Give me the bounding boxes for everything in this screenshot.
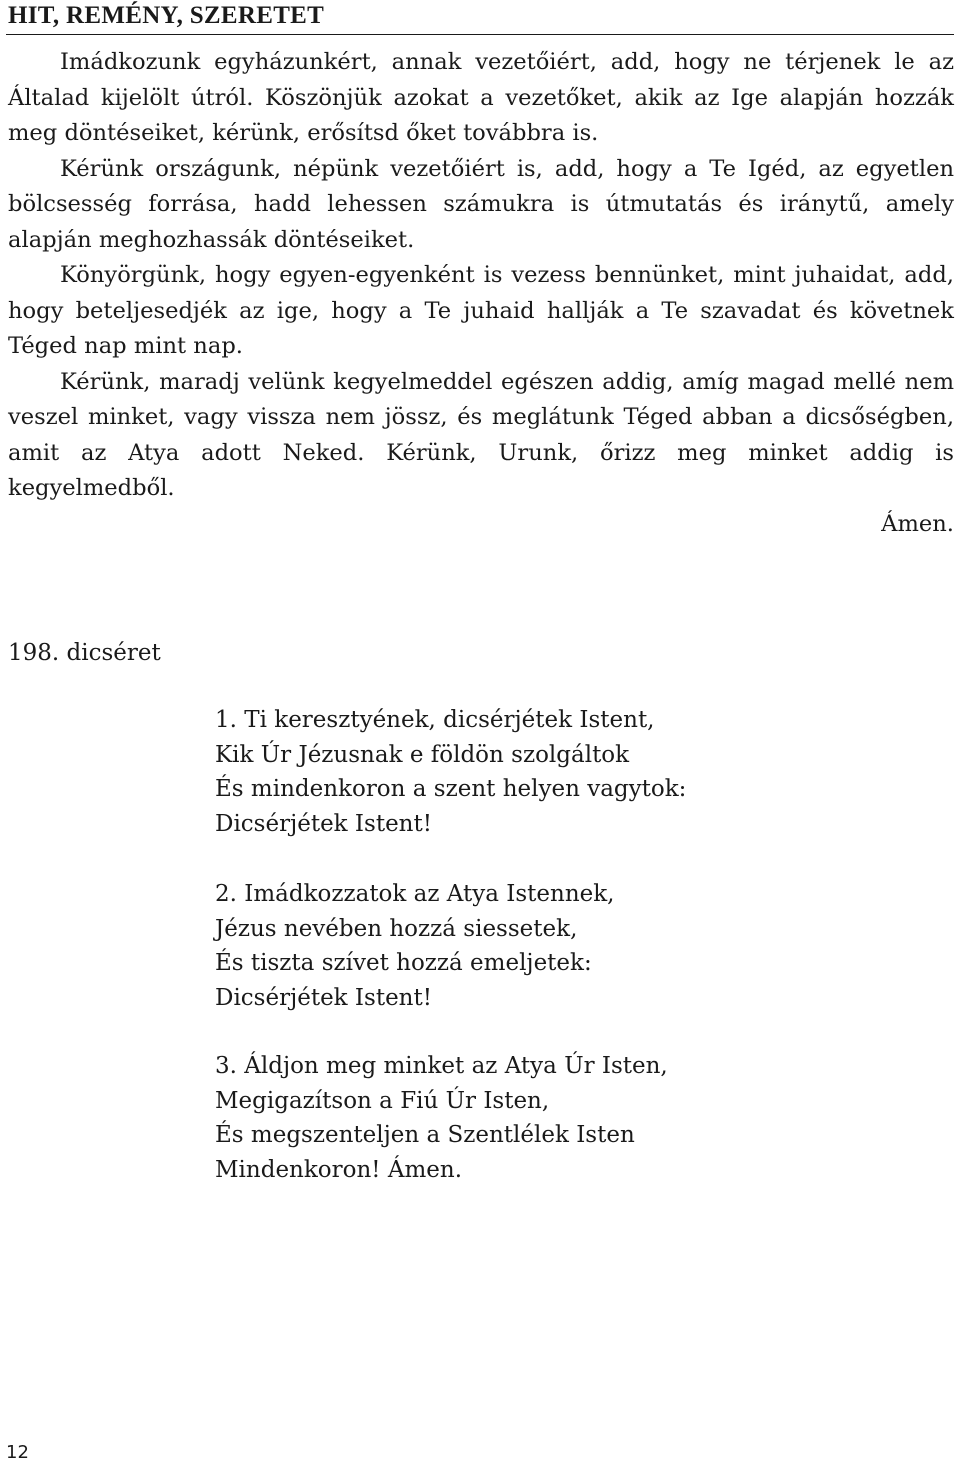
hymn-verse-2 bbox=[215, 877, 915, 1015]
hymn-verse-1 bbox=[215, 703, 915, 841]
prayer-paragraph: Kérünk, maradj velünk kegyelmeddel egészen addig, amíg magad mellé nem veszel minket, vagy vissza nem jössz, és meglátunk Téged abban a dicsőségben, amit az Atya adott Neked. Kérünk, Urunk, őrizz meg minket addig is kegyelmedből. bbox=[8, 368, 954, 501]
header-title: HIT, REMÉNY, SZERETET bbox=[8, 2, 325, 29]
prayer-paragraph: Könyörgünk, hogy egyen-egyenként is vezess bennünket, mint juhaidat, add, hogy beteljesedjék az ige, hogy a Te juhaid hallják a Te szavadat és követnek Téged nap mint nap. bbox=[8, 262, 954, 359]
prayer-paragraph: Kérünk országunk, népünk vezetőiért is, add, hogy a Te Igéd, az egyetlen bölcsesség forrása, hadd lehessen számukra is útmutatás és iránytű, amely alapján meghozhassák döntéseiket. bbox=[8, 155, 954, 253]
verse-line: Dicsérjétek Istent! bbox=[215, 810, 432, 837]
verse-line: És tiszta szívet hozzá emeljetek: bbox=[215, 950, 592, 976]
verse-line: 1. Ti keresztyének, dicsérjétek Istent, bbox=[215, 707, 655, 733]
prayer-paragraph: Imádkozunk egyházunkért, annak vezetőiért, add, hogy ne térjenek le az Általad kijelölt útról. Köszönjük azokat a vezetőket, akik az Ige alapján hozzák meg döntéseiket, kérünk, erősítsd őket továbbra is. bbox=[8, 49, 954, 146]
verse-line: 2. Imádkozzatok az Atya Istennek, bbox=[215, 881, 615, 907]
verse-line: Megigazítson a Fiú Úr Isten, bbox=[215, 1087, 550, 1114]
page-number: 12 bbox=[6, 1442, 29, 1463]
hymn-verse-3 bbox=[215, 1049, 915, 1187]
verse-line: Jézus nevében hozzá siessetek, bbox=[215, 915, 578, 942]
verse-line: 3. Áldjon meg minket az Atya Úr Isten, bbox=[215, 1053, 668, 1079]
running-header bbox=[6, 0, 954, 35]
verse-line: És megszenteljen a Szentlélek Isten bbox=[215, 1122, 635, 1148]
hymn-title: 198. dicséret bbox=[8, 640, 161, 666]
prayer-text bbox=[8, 45, 954, 542]
prayer-amen: Ámen. bbox=[881, 510, 954, 537]
verse-line: Dicsérjétek Istent! bbox=[215, 984, 432, 1011]
verse-line: Mindenkoron! Ámen. bbox=[215, 1156, 463, 1183]
verse-line: Kik Úr Jézusnak e földön szolgáltok bbox=[215, 741, 630, 768]
verse-line: És mindenkoron a szent helyen vagytok: bbox=[215, 776, 687, 802]
